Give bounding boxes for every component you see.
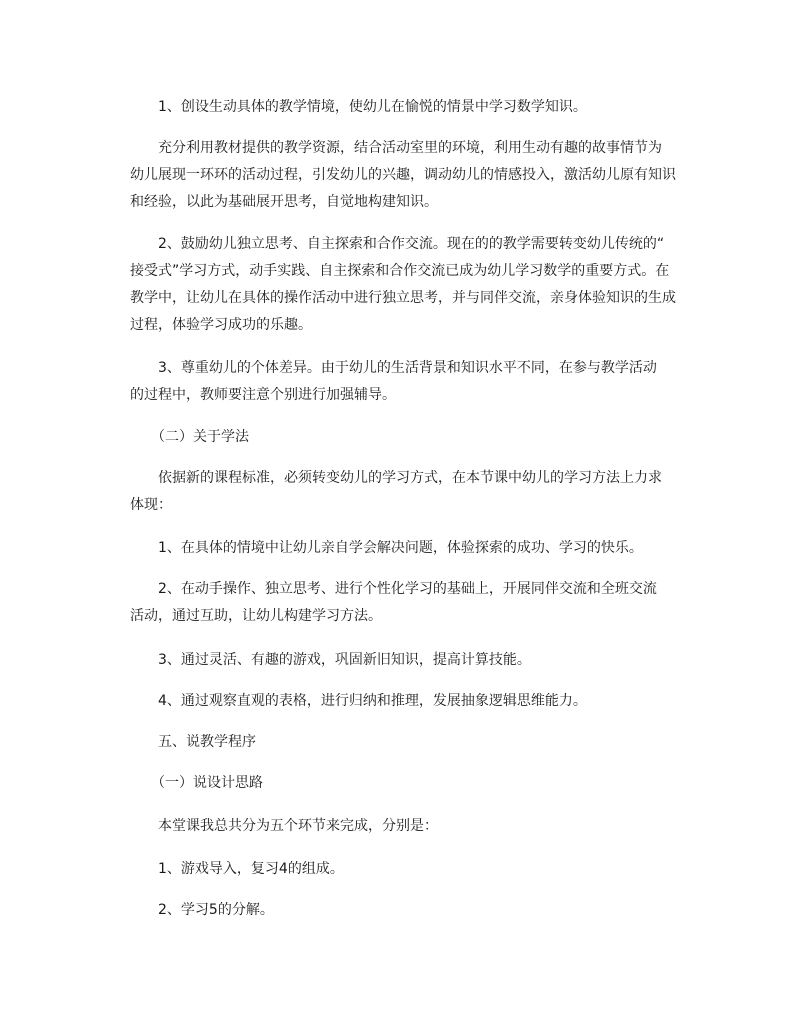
text-line: （一）说设计思路 — [130, 775, 263, 791]
list-item-step-2 — [130, 897, 600, 924]
paragraph-10 — [130, 688, 600, 715]
text-line: （二）关于学法 — [130, 429, 249, 445]
text-line: 2、鼓励幼儿独立思考、自主探索和合作交流。现在的的教学需要转变幼儿传统的“ — [130, 236, 665, 252]
text-line: 过程，体验学习成功的乐趣。 — [130, 317, 312, 333]
text-line: 4、通过观察直观的表格，进行归纳和推理，发展抽象逻辑思维能力。 — [130, 693, 587, 709]
text-line: 幼儿展现一环环的活动过程，引发幼儿的兴趣，调动幼儿的情感投入，激活幼儿原有知识 — [130, 167, 676, 183]
list-item-step-1 — [130, 856, 600, 883]
text-line: 五、说教学程序 — [130, 734, 256, 750]
text-line: 1、创设生动具体的教学情境，使幼儿在愉悦的情景中学习数学知识。 — [130, 99, 587, 115]
text-line: 活动，通过互助，让幼儿构建学习方法。 — [130, 608, 382, 624]
text-line: 1、在具体的情境中让幼儿亲自学会解决问题，体验探索的成功、学习的快乐。 — [130, 540, 643, 556]
section-heading-design-idea — [130, 770, 600, 797]
text-line: 体现： — [130, 497, 172, 513]
text-line: 的过程中，教师要注意个别进行加强辅导。 — [130, 387, 396, 403]
paragraph-7 — [130, 535, 643, 562]
paragraph-4 — [130, 355, 657, 409]
text-line: 依据新的课程标准，必须转变幼儿的学习方式，在本节课中幼儿的学习方法上力求 — [130, 470, 662, 486]
section-heading-study-method — [130, 424, 600, 451]
paragraph-3 — [130, 231, 676, 339]
paragraph-8 — [130, 576, 657, 630]
text-line: 充分利用教材提供的教学资源，结合活动室里的环境，利用生动有趣的故事情节为 — [130, 140, 662, 156]
text-line: 教学中，让幼儿在具体的操作活动中进行独立思考，并与同伴交流，亲身体验知识的生成 — [130, 290, 676, 306]
text-line: 2、在动手操作、独立思考、进行个性化学习的基础上，开展同伴交流和全班交流 — [130, 581, 657, 597]
text-line: 1、游戏导入，复习4的组成。 — [130, 861, 344, 877]
text-line: 接受式”学习方式，动手实践、自主探索和合作交流已成为幼儿学习数学的重要方式。在 — [130, 263, 670, 279]
text-line: 3、通过灵活、有趣的游戏，巩固新旧知识，提高计算技能。 — [130, 652, 531, 668]
paragraph-2 — [130, 135, 676, 216]
text-line: 和经验，以此为基础展开思考，自觉地构建知识。 — [130, 194, 438, 210]
paragraph-1 — [130, 94, 600, 121]
paragraph-13 — [130, 813, 600, 840]
text-line: 本堂课我总共分为五个环节来完成，分别是： — [130, 818, 438, 834]
section-heading-teaching-procedure — [130, 729, 600, 756]
text-line: 3、尊重幼儿的个体差异。由于幼儿的生活背景和知识水平不同，在参与教学活动 — [130, 360, 657, 376]
text-line: 2、学习5的分解。 — [130, 902, 274, 918]
paragraph-6 — [130, 465, 662, 519]
paragraph-9 — [130, 647, 600, 674]
